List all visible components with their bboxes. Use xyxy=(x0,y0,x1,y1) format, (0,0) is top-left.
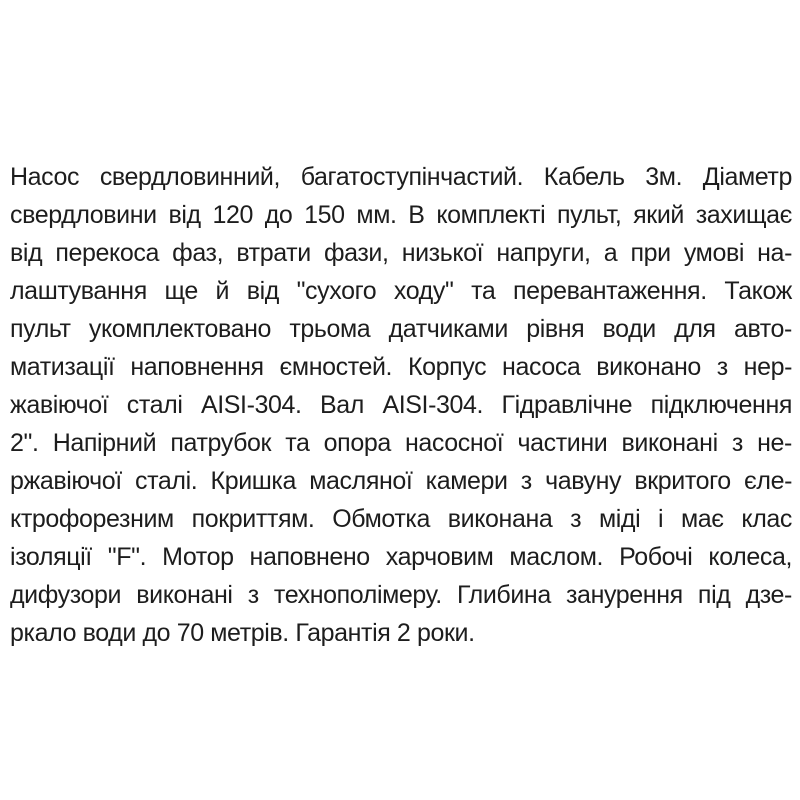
description-line-7: жавіючої сталі AISI-304. Вал AISI-304. Гідравлічне підключення xyxy=(10,391,792,419)
description-line-9: ржавіючої сталі. Кришка масляної камери з чавуну вкритого єле- xyxy=(10,467,792,495)
description-line-13: ркало води до 70 метрів. Гарантія 2 роки. xyxy=(10,619,475,647)
description-line-4: лаштування ще й від "сухого ходу" та перевантаження. Також xyxy=(10,277,792,305)
description-line-10: ктрофорезним покриттям. Обмотка виконана з міді і має клас xyxy=(10,505,792,533)
description-line-6: матизації наповнення ємностей. Корпус насоса виконано з нер- xyxy=(10,353,792,381)
description-line-12: дифузори виконані з технополімеру. Глибина занурення під дзе- xyxy=(10,581,792,609)
description-line-1: Насос свердловинний, багатоступінчастий. Кабель 3м. Діаметр xyxy=(10,163,792,191)
description-line-11: ізоляції "F". Мотор наповнено харчовим маслом. Робочі колеса, xyxy=(10,543,792,571)
description-line-5: пульт укомплектовано трьома датчиками рівня води для авто- xyxy=(10,315,792,343)
product-description xyxy=(10,158,792,652)
description-line-2: свердловини від 120 до 150 мм. В комплекті пульт, який захищає xyxy=(10,201,792,229)
description-line-8: 2". Напірний патрубок та опора насосної частини виконані з не- xyxy=(10,429,792,457)
description-line-3: від перекоса фаз, втрати фази, низької напруги, а при умові на- xyxy=(10,239,792,267)
